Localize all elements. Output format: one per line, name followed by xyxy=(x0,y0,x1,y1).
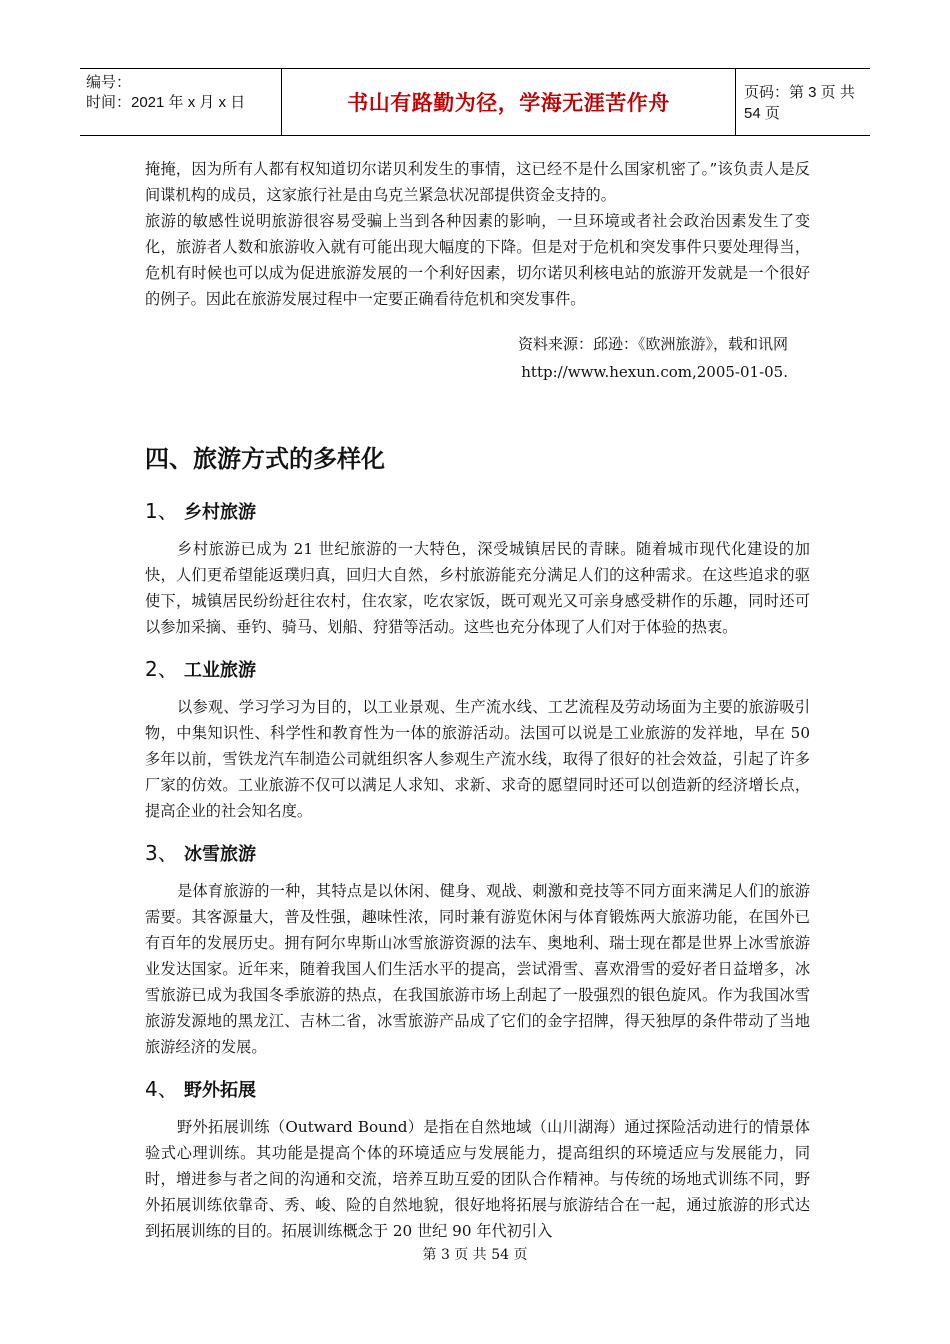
subsection-heading-snow xyxy=(145,838,810,870)
paragraph-snow-tourism: 是体育旅游的一种，其特点是以休闲、健身、观战、刺激和竞技等不同方面来满足人们的旅游需要。其客源量大，普及性强，趣味性浓，同时兼有游览休闲与体育锻炼两大旅游功能，在国外已有百年的发展历史。拥有阿尔卑斯山冰雪旅游资源的法车、奥地利、瑞士现在都是世界上冰雪旅游业发达国家。近年来，随着我国人们生活水平的提高，尝试滑雪、喜欢滑雪的爱好者日益增多，冰雪旅游已成为我国冬季旅游的热点，在我国旅游市场上刮起了一股强烈的银色旋风。作为我国冰雪旅游发源地的黑龙江、吉林二省，冰雪旅游产品成了它们的金字招牌，得天独厚的条件带动了当地旅游经济的发展。 xyxy=(145,882,810,1056)
source-citation: 资料来源：邱逊：《欧洲旅游》，载和讯网 xyxy=(517,335,788,353)
subsection-heading-outdoor xyxy=(145,1074,810,1106)
subsection-title: 乡村旅游 xyxy=(184,502,257,523)
subsection-number: 1、 xyxy=(145,499,178,523)
header-motto-cell xyxy=(282,69,736,135)
subsection-title: 冰雪旅游 xyxy=(184,844,257,865)
subsection-title: 工业旅游 xyxy=(184,660,257,681)
document-header xyxy=(80,68,870,136)
subsection-number: 4、 xyxy=(145,1077,178,1101)
subsection-number: 2、 xyxy=(145,657,178,681)
number-label: 编号： xyxy=(86,74,132,91)
page-footer xyxy=(0,1244,950,1264)
subsection-heading-rural xyxy=(145,496,810,528)
document-body xyxy=(145,156,810,1244)
date-label: 时间：2021 年 x 月 x 日 xyxy=(86,94,246,111)
section-title: 四、旅游方式的多样化 xyxy=(145,445,385,473)
footer-page-number: 第 3 页 共 54 页 xyxy=(422,1247,528,1263)
paragraph-continued: 掩掩，因为所有人都有权知道切尔诺贝利发生的事情，这已经不是什么国家机密了。”该负责人是反间谍机构的成员，这家旅行社是由乌克兰紧急状况部提供资金支持的。 xyxy=(145,160,810,204)
paragraph-industrial-tourism: 以参观、学习学习为目的，以工业景观、生产流水线、工艺流程及劳动场面为主要的旅游吸引物，中集知识性、科学性和教育性为一体的旅游活动。法国可以说是工业旅游的发祥地，早在 50 多年以前，雪铁龙汽车制造公司就组织客人参观生产流水线，取得了很好的社会效益，引起了许多厂家的仿效。工业旅游不仅可以满足人求知、求新、求奇的愿望同时还可以创造新的经济增长点，提高企业的社会知名度。 xyxy=(145,698,810,820)
subsection-number: 3、 xyxy=(145,841,178,865)
subsection-title: 野外拓展 xyxy=(184,1080,257,1101)
motto-text: 书山有路勤为径，学海无涯苦作舟 xyxy=(347,91,670,115)
paragraph-sensitivity: 旅游的敏感性说明旅游很容易受骗上当到各种因素的影响，一旦环境或者社会政治因素发生了变化，旅游者人数和旅游收入就有可能出现大幅度的下降。但是对于危机和突发事件只要处理得当，危机有时候也可以成为促进旅游发展的一个利好因素，切尔诺贝利核电站的旅游开发就是一个很好的例子。因此在旅游发展过程中一定要正确看待危机和突发事件。 xyxy=(145,212,810,308)
header-page-info xyxy=(736,69,870,135)
paragraph-outdoor-training: 野外拓展训练（Outward Bound）是指在自然地域（山川湖海）通过探险活动进行的情景体验式心理训练。其功能是提高个体的环境适应与发展能力，提高组织的环境适应与发展能力，同时，增进参与者之间的沟通和交流，培养互助互爱的团队合作精神。与传统的场地式训练不同，野外拓展训练依靠奇、秀、峻、险的自然地貌，很好地将拓展与旅游结合在一起，通过旅游的形式达到拓展训练的目的。拓展训练概念于 20 世纪 90 年代初引入 xyxy=(145,1118,810,1240)
header-meta xyxy=(80,69,282,135)
source-url: http://www.hexun.com,2005-01-05. xyxy=(521,363,788,381)
subsection-heading-industrial xyxy=(145,654,810,686)
page-info-text: 页码：第 3 页 共 54 页 xyxy=(744,84,855,122)
paragraph-rural-tourism: 乡村旅游已成为 21 世纪旅游的一大特色，深受城镇居民的青睐。随着城市现代化建设的加快，人们更希望能返璞归真，回归大自然，乡村旅游能充分满足人们的这种需求。在这些追求的驱使下，城镇居民纷纷赶往农村，住农家，吃农家饭，既可观光又可亲身感受耕作的乐趣，同时还可以参加采摘、垂钓、骑马、划船、狩猎等活动。这些也充分体现了人们对于体验的热衷。 xyxy=(145,540,810,636)
